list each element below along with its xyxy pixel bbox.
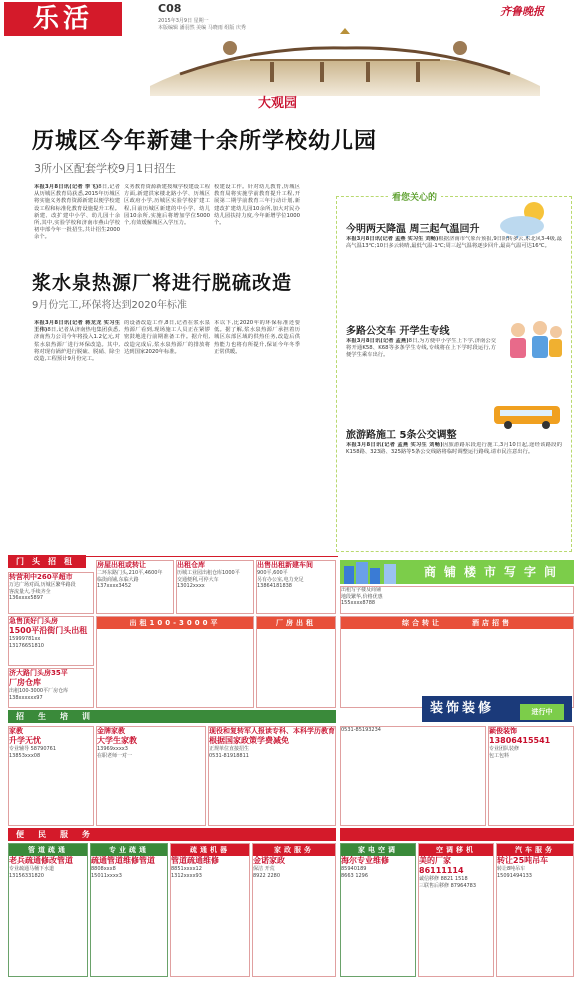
classified-section-bar: 便民服务 xyxy=(8,828,336,841)
students-illustration xyxy=(504,318,564,364)
classified-ad: 急售顶好门头房 1500平沿街门头出租 15999781xx 13176651810 xyxy=(8,616,94,666)
classified-ad: 房屋出租或转让 二环东路门头,210平,4600年 临街商铺,东临大路 137xxxx3452 xyxy=(96,560,174,614)
story2-subheadline: 9月份完工,环保将达到2020年标准 xyxy=(32,300,187,311)
service-column: 管道疏通 老兵疏通修改管道 专业疏通马桶下水道 13156331820 xyxy=(8,843,88,977)
classified-ad: 金牌家教 大学生家教 13969xxxx3 在职老师一对一 xyxy=(96,726,206,826)
story2-column-2: 的设备改造工作,8日,记者在浆水泉热源厂看到,现场施工人员正在紧锣密鼓地进行前期准备工作。据介绍,改造完成后,浆水泉热源厂的排放将达到国家2020年标准。 xyxy=(124,320,210,355)
service-column: 疏通机器 管道疏通维修 8851xxxx12 1312xxxx93 xyxy=(170,843,250,977)
service-bar-right xyxy=(340,828,574,841)
story2-headline: 浆水泉热源厂将进行脱硫改造 xyxy=(32,272,293,294)
care-item-3-body: 本报3月8日讯(记者 孟燕 实习生 刘畅)因旅游路东段进行施工,3月10日起,途经该路段的K158路、323路、325路等5条公交线路将临时调整运行路线,请市民注意出行。 xyxy=(346,442,562,456)
classified-section-bar: 招生培训 xyxy=(8,710,336,723)
dateline: 2015年3月9日 星期一 本版编辑 潘羽然 美编 马晓雨 组版 庆秀 xyxy=(158,18,246,31)
care-item-1-body: 本报3月8日讯(记者 孟燕 实习生 刘畅)根据济南市气象台预报,9日阴转多云,东北风3-4级,最高气温13℃;10日多云转晴,最低气温-1℃;周三起气温将逐步回升,最高气温可达16℃。 xyxy=(346,236,562,250)
classified-ad: 济大路门头房35平 厂房仓库 出租100-3000平厂房仓库 138xxxxxx97 xyxy=(8,668,94,708)
weather-cloud-illustration xyxy=(488,198,562,238)
service-column: 家政服务 金诺家政 保洁 开荒 8922 2280 xyxy=(252,843,336,977)
bus-illustration xyxy=(492,402,564,430)
grid-header: 出租100-3000平 xyxy=(97,617,253,629)
decoration-promo-banner: 装饰装修 xyxy=(422,696,572,722)
real-estate-banner-title: 商铺楼市写字间 xyxy=(424,565,565,579)
classified-ad: 出租仓库 历城工业园出租仓库1000平 交通便利,可停大车 13012xxxx xyxy=(176,560,254,614)
buildings-illustration xyxy=(340,560,420,584)
story1-column-3: 校建设工作。针对幼儿教育,历城区教育局将实施学前教育提升工程,开展第二期学前教育三年行动计划,新建改扩建幼儿园10余所,加大对民办幼儿园扶持力度,今年新增学位1000个。 xyxy=(214,184,300,227)
story2-column-1: 本报3月8日讯(记者 蒋龙龙 实习生 王伟)8日,记者从济南热电集团获悉,济南热力公司今年将投入1.2亿元,对浆水泉热源厂进行环保改造。其中,将对现有锅炉进行脱硫、脱硝、除尘改造,工程预计9月份完工。 xyxy=(34,320,120,363)
classified-ad: 出售出租新建车间 900平,600平 另有办公室,电力充足 13864181838 xyxy=(256,560,336,614)
classified-grid-block: 综合转让 酒店招售 xyxy=(340,616,574,708)
story1-column-2: 义务教育资源新建按城学校建设工程方面,新建洪家楼北路小学、历城区区政府小学,历城区实验学校扩建工程,目前历城区新建的中小学、幼儿园10余所,实施后将增加学位5000个,有效缓解城区入学压力。 xyxy=(124,184,210,227)
classified-grid-block xyxy=(96,616,254,708)
story1-headline: 历城区今年新建十余所学校幼儿园 xyxy=(32,129,378,154)
section-rule xyxy=(8,556,338,557)
story1-column-1: 本报3月8日讯(记者 李飞)8日,记者从历城区教育局获悉,2015年历城区将实施义务教育资源新建以便学校建设工程和标准化教育设施提升工程。新建、改扩建中小学、幼儿园十余所,其中,实验学校和济南市燕山学校初中部今年一批招生,共计招生2000余个。 xyxy=(34,184,120,241)
story1-subheadline: 3所小区配套学校9月1日招生 xyxy=(34,162,176,175)
column-title: 大观园 xyxy=(258,96,298,111)
care-item-2-body: 本报3月8日讯(记者 孟燕)8日,为方便中小学生上下学,济南公交将开通K58、K68等多条学生专线,专线将在上下学时段运行,方便学生乘车出行。 xyxy=(346,338,496,359)
care-sidebar-title: 看您关心的 xyxy=(388,190,441,203)
pavilion-roof-illustration xyxy=(150,26,540,96)
service-column: 汽车服务 转让25吨吊车 转让8吨吊车 15091494133 xyxy=(496,843,574,977)
classified-ad: 现役和复转军人报读专科、本科学历教育 根据国家政策学费减免 正规单位直接招生 0531-81918811 xyxy=(208,726,336,826)
page-number: C08 xyxy=(158,2,182,15)
service-column: 空调移机 美的厂家86111114 诚信移修 8821 1518 三联售后移修 87964783 xyxy=(418,843,494,977)
classified-ad: 出租写字楼及商铺 地段繁华,价格优惠 155xxxx8788 xyxy=(340,586,574,614)
classified-ad: 家教 升学无忧 专业辅导 58790761 13853xxx08 xyxy=(8,726,94,826)
classified-section-bar: 门头招租 xyxy=(8,555,86,568)
service-column: 家电空调 海尔专业维修 85940189 8663 1296 xyxy=(340,843,416,977)
classified-ad: 颖俊装饰 13806415541 专业团队装修 包工包料 xyxy=(488,726,574,826)
newspaper-brand: 齐鲁晚报 xyxy=(500,5,544,18)
classified-ad: 转营利中260平超市 万达广场对面,历城区繁华路段 客流量大,手续齐全 136xxxx5897 xyxy=(8,572,94,614)
classified-grid-block: 厂房出租 xyxy=(256,616,336,708)
section-logo: 乐活 xyxy=(4,2,122,36)
classified-ad: 0531-85193234 xyxy=(340,726,486,826)
decoration-promo-tag: 进行中 xyxy=(520,704,564,720)
story2-column-3: 本以下,比2020年的环保标准还要低。据了解,浆水泉热源厂承担着历城区东部区域的供热任务,改造后供热能力也将有所提升,保证今年冬季正常供暖。 xyxy=(214,320,300,355)
care-item-1-title: 今明两天降温 周三起气温回升 xyxy=(346,224,480,235)
care-item-2-title: 多路公交车 开学生专线 xyxy=(346,326,450,337)
care-item-3-title: 旅游路施工 5条公交调整 xyxy=(346,430,457,441)
service-column: 专业疏通 疏通管道维修管道 8808xxx8 15011xxxx3 xyxy=(90,843,168,977)
